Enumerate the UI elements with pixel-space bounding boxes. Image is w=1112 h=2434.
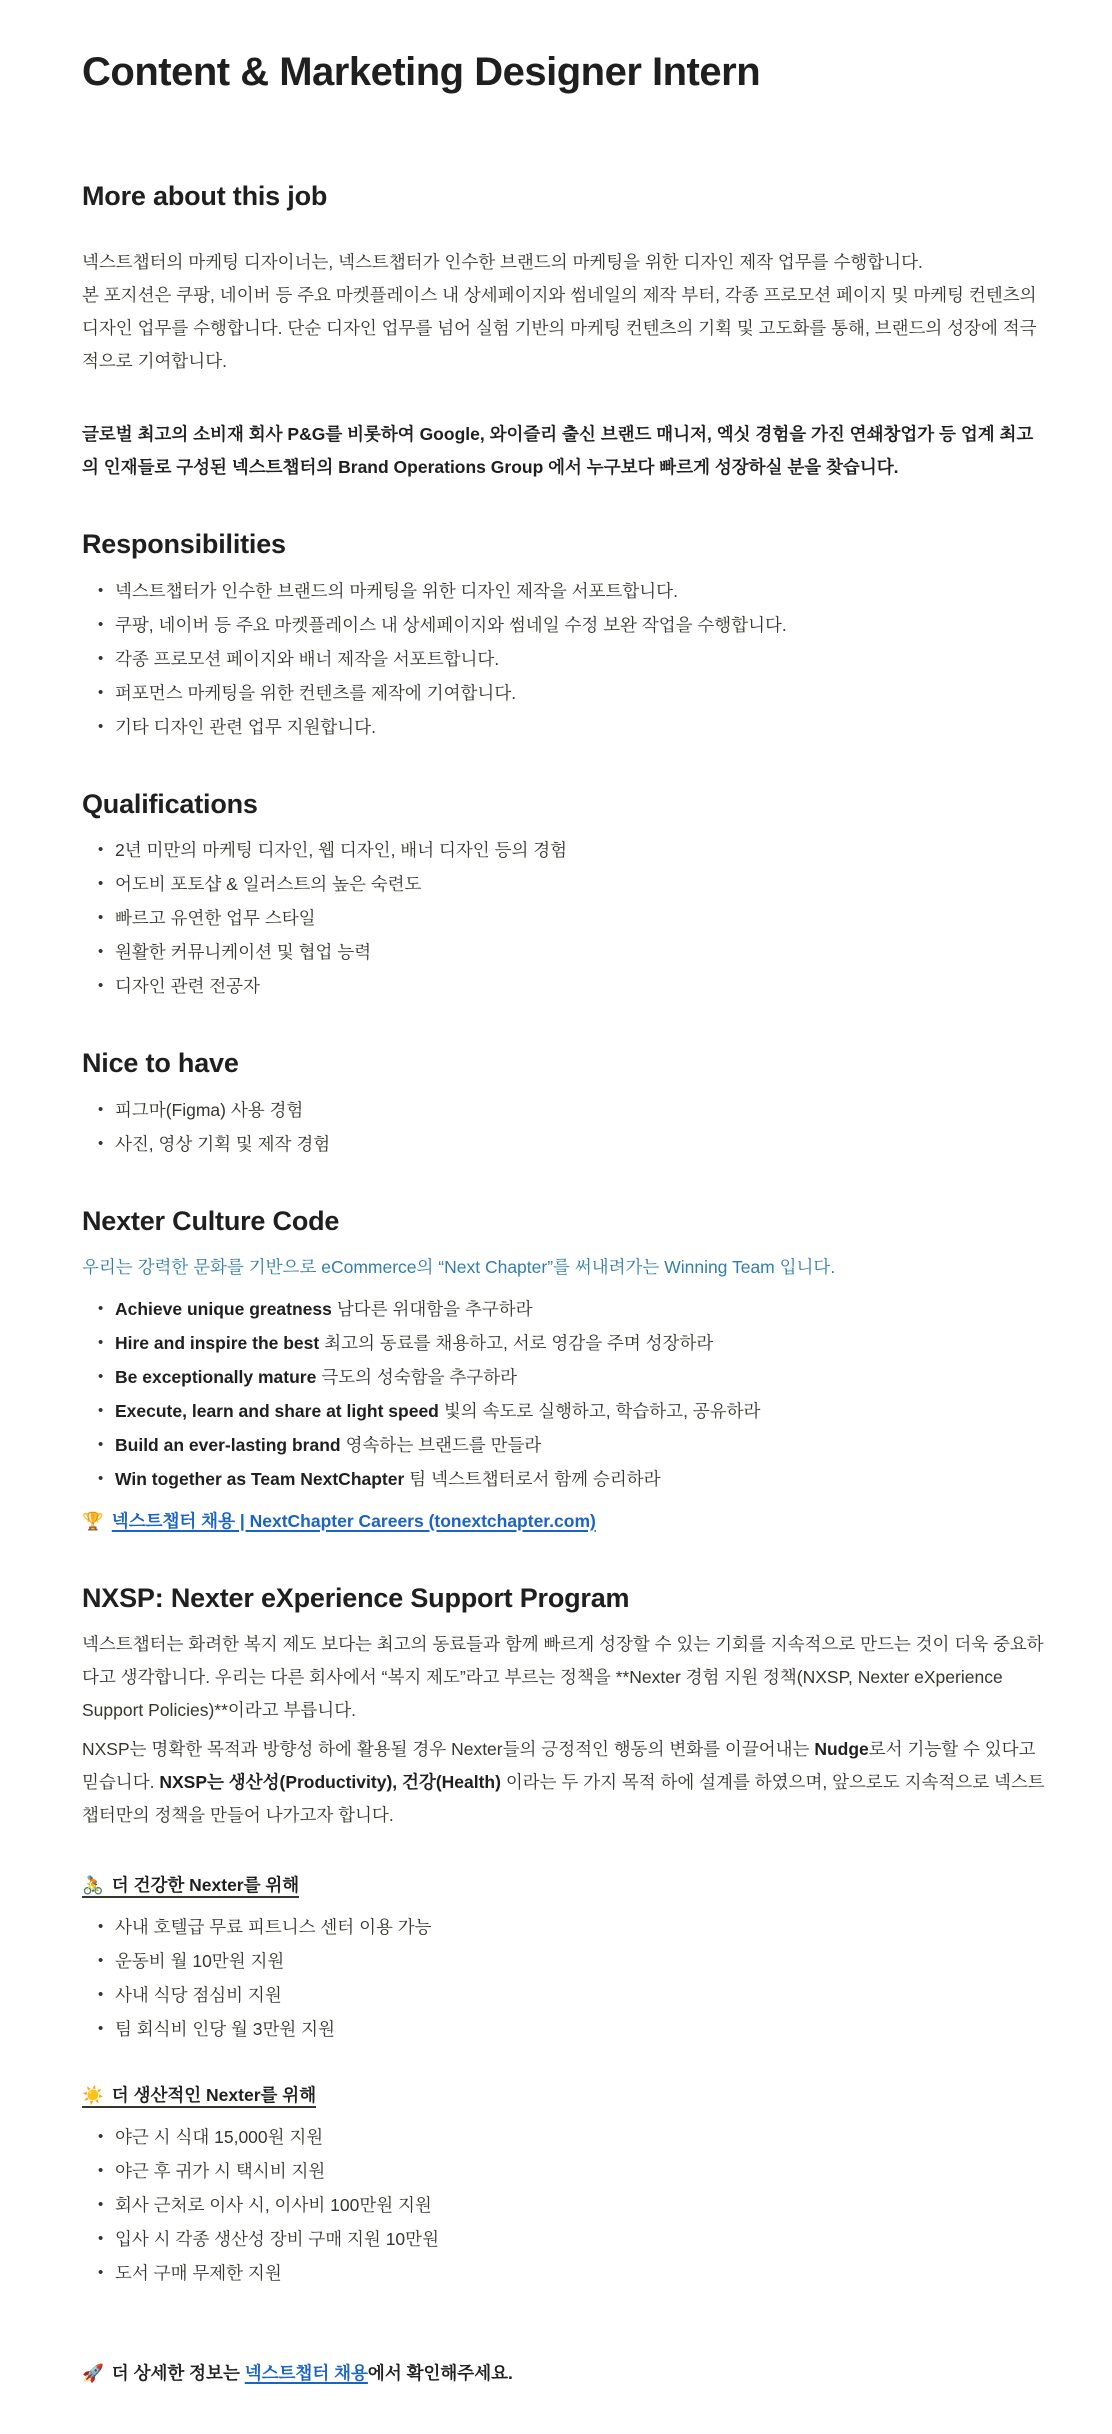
footer-post-text: 에서 확인해주세요. bbox=[367, 2362, 513, 2383]
list-item: • 빠르고 유연한 업무 스타일 bbox=[94, 901, 1050, 935]
health-benefits-header bbox=[82, 1868, 1050, 1902]
health-benefits-list bbox=[82, 1910, 1050, 2046]
section-heading-nxsp: NXSP: Nexter eXperience Support Program bbox=[82, 1582, 630, 1613]
list-item: • 도서 구매 무제한 지원 bbox=[94, 2256, 1050, 2290]
culture-value-en: Win together as Team NextChapter bbox=[115, 1468, 405, 1489]
nice-to-have-list bbox=[82, 1093, 1050, 1161]
bicyclist-icon: 🚴 bbox=[82, 1874, 104, 1895]
list-item: • 디자인 관련 전공자 bbox=[94, 969, 1050, 1003]
about-intro-paragraph bbox=[82, 246, 1050, 378]
section-heading-responsibilities: Responsibilities bbox=[82, 528, 286, 559]
list-item: • 어도비 포토샵 & 일러스트의 높은 숙련도 bbox=[94, 867, 1050, 901]
sun-icon: ☀️ bbox=[82, 2084, 104, 2105]
about-highlight-paragraph: 글로벌 최고의 소비재 회사 P&G를 비롯하여 Google, 와이즐리 출신 브랜드 매니저, 엑싯 경험을 가진 연쇄창업가 등 업계 최고의 인재들로 구성된 넥스트챕터의 Brand Operations Group 에서 누구보다 빠르게 성장하실 분을 찾습니다. bbox=[82, 423, 1034, 477]
careers-link-line bbox=[82, 1504, 1050, 1538]
culture-value-ko: 영속하는 브랜드를 만들라 bbox=[345, 1434, 542, 1455]
rocket-icon: 🚀 bbox=[82, 2362, 104, 2383]
careers-link[interactable]: 넥스트챕터 채용 | NextChapter Careers (tonextchapter.com) bbox=[111, 1510, 596, 1531]
culture-value-en: Achieve unique greatness bbox=[115, 1298, 332, 1319]
list-item: • 퍼포먼스 마케팅을 위한 컨텐츠를 제작에 기여합니다. bbox=[94, 676, 1050, 710]
trophy-icon: 🏆 bbox=[82, 1510, 104, 1531]
list-item: • 기타 디자인 관련 업무 지원합니다. bbox=[94, 710, 1050, 744]
productivity-benefits-title: 더 생산적인 Nexter를 위해 bbox=[111, 2084, 317, 2105]
list-item: • 피그마(Figma) 사용 경험 bbox=[94, 1093, 1050, 1127]
productivity-benefits-header bbox=[82, 2078, 1050, 2112]
list-item: • 쿠팡, 네이버 등 주요 마켓플레이스 내 상세페이지와 썸네일 수정 보완 작업을 수행합니다. bbox=[94, 608, 1050, 642]
list-item: • 회사 근처로 이사 시, 이사비 100만원 지원 bbox=[94, 2188, 1050, 2222]
footer-pre-text: 더 상세한 정보는 bbox=[111, 2362, 245, 2383]
list-item bbox=[94, 1360, 1050, 1394]
list-item bbox=[94, 1292, 1050, 1326]
culture-value-en: Hire and inspire the best bbox=[115, 1332, 320, 1353]
nxsp-para2-bold2: NXSP는 생산성(Productivity), 건강(Health) bbox=[159, 1771, 501, 1792]
culture-value-ko: 최고의 동료를 채용하고, 서로 영감을 주며 성장하라 bbox=[324, 1332, 714, 1353]
section-heading-culture-code: Nexter Culture Code bbox=[82, 1206, 340, 1236]
list-item: • 야근 후 귀가 시 택시비 지원 bbox=[94, 2154, 1050, 2188]
culture-value-ko: 남다른 위대함을 추구하라 bbox=[336, 1298, 533, 1319]
list-item bbox=[94, 1428, 1050, 1462]
list-item: • 사내 호텔급 무료 피트니스 센터 이용 가능 bbox=[94, 1910, 1050, 1944]
nxsp-para2-mid: 로서 기능할 수 있다고 믿습니다. bbox=[82, 1738, 1036, 1792]
list-item: • 입사 시 각종 생산성 장비 구매 지원 10만원 bbox=[94, 2222, 1050, 2256]
list-item: • 사진, 영상 기획 및 제작 경험 bbox=[94, 1127, 1050, 1161]
about-intro-line1: 넥스트챕터의 마케팅 디자이너는, 넥스트챕터가 인수한 브랜드의 마케팅을 위한 디자인 제작 업무를 수행합니다. bbox=[82, 251, 923, 272]
culture-value-en: Be exceptionally mature bbox=[115, 1366, 317, 1387]
nxsp-paragraph-1: 넥스트챕터는 화려한 복지 제도 보다는 최고의 동료들과 함께 빠르게 성장할 수 있는 기회를 지속적으로 만드는 것이 더욱 중요하다고 생각합니다. 우리는 다른 회사에서 “복지 제도”라고 부르는 정책을 **Nexter 경험 지원 정책(NXSP, Nexter eXperience Support Policies)**이라고 부릅니다. bbox=[82, 1633, 1044, 1720]
nxsp-para2-pre: NXSP는 명확한 목적과 방향성 하에 활용될 경우 Nexter들의 긍정적인 행동의 변화를 이끌어내는 bbox=[82, 1738, 815, 1759]
section-heading-about: More about this job bbox=[82, 181, 328, 211]
list-item bbox=[94, 1394, 1050, 1428]
list-item: • 넥스트챕터가 인수한 브랜드의 마케팅을 위한 디자인 제작을 서포트합니다. bbox=[94, 574, 1050, 608]
list-item: • 원활한 커뮤니케이션 및 협업 능력 bbox=[94, 935, 1050, 969]
nxsp-para2-post: 이라는 두 가지 목적 하에 설계를 하였으며, 앞으로도 지속적으로 넥스트챕터만의 정책을 만들어 나가고자 합니다. bbox=[82, 1771, 1045, 1825]
list-item bbox=[94, 1326, 1050, 1360]
footer-careers-link[interactable]: 넥스트챕터 채용 bbox=[244, 2362, 368, 2383]
responsibilities-list bbox=[82, 574, 1050, 744]
nxsp-para2-bold1: Nudge bbox=[814, 1738, 869, 1759]
productivity-benefits-list bbox=[82, 2120, 1050, 2290]
list-item bbox=[94, 1462, 1050, 1496]
culture-value-ko: 극도의 성숙함을 추구하라 bbox=[321, 1366, 518, 1387]
list-item: • 각종 프로모션 페이지와 배너 제작을 서포트합니다. bbox=[94, 642, 1050, 676]
about-intro-line2: 본 포지션은 쿠팡, 네이버 등 주요 마켓플레이스 내 상세페이지와 썸네일의 제작 부터, 각종 프로모션 페이지 및 마케팅 컨텐츠의 디자인 업무를 수행합니다. 단순 디자인 업무를 넘어 실험 기반의 마케팅 컨텐츠의 기획 및 고도화를 통해, 브랜드의 성장에 적극적으로 기여합니다. bbox=[82, 284, 1037, 371]
nxsp-paragraph-2 bbox=[82, 1733, 1050, 1832]
qualifications-list bbox=[82, 833, 1050, 1003]
culture-value-ko: 빛의 속도로 실행하고, 학습하고, 공유하라 bbox=[443, 1400, 761, 1421]
culture-value-en: Build an ever-lasting brand bbox=[115, 1434, 341, 1455]
culture-value-ko: 팀 넥스트챕터로서 함께 승리하라 bbox=[409, 1468, 661, 1489]
list-item: • 야근 시 식대 15,000원 지원 bbox=[94, 2120, 1050, 2154]
list-item: • 팀 회식비 인당 월 3만원 지원 bbox=[94, 2012, 1050, 2046]
culture-intro-text: 우리는 강력한 문화를 기반으로 eCommerce의 “Next Chapter”를 써내려가는 Winning Team 입니다. bbox=[82, 1256, 836, 1277]
culture-values-list bbox=[82, 1292, 1050, 1496]
list-item: • 운동비 월 10만원 지원 bbox=[94, 1944, 1050, 1978]
list-item: • 2년 미만의 마케팅 디자인, 웹 디자인, 배너 디자인 등의 경험 bbox=[94, 833, 1050, 867]
section-heading-qualifications: Qualifications bbox=[82, 788, 258, 819]
list-item: • 사내 식당 점심비 지원 bbox=[94, 1978, 1050, 2012]
culture-value-en: Execute, learn and share at light speed bbox=[115, 1400, 439, 1421]
page-title: Content & Marketing Designer Intern bbox=[82, 50, 761, 94]
health-benefits-title: 더 건강한 Nexter를 위해 bbox=[111, 1874, 300, 1895]
footer-info-line bbox=[82, 2356, 1050, 2390]
section-heading-nice-to-have: Nice to have bbox=[82, 1048, 239, 1079]
